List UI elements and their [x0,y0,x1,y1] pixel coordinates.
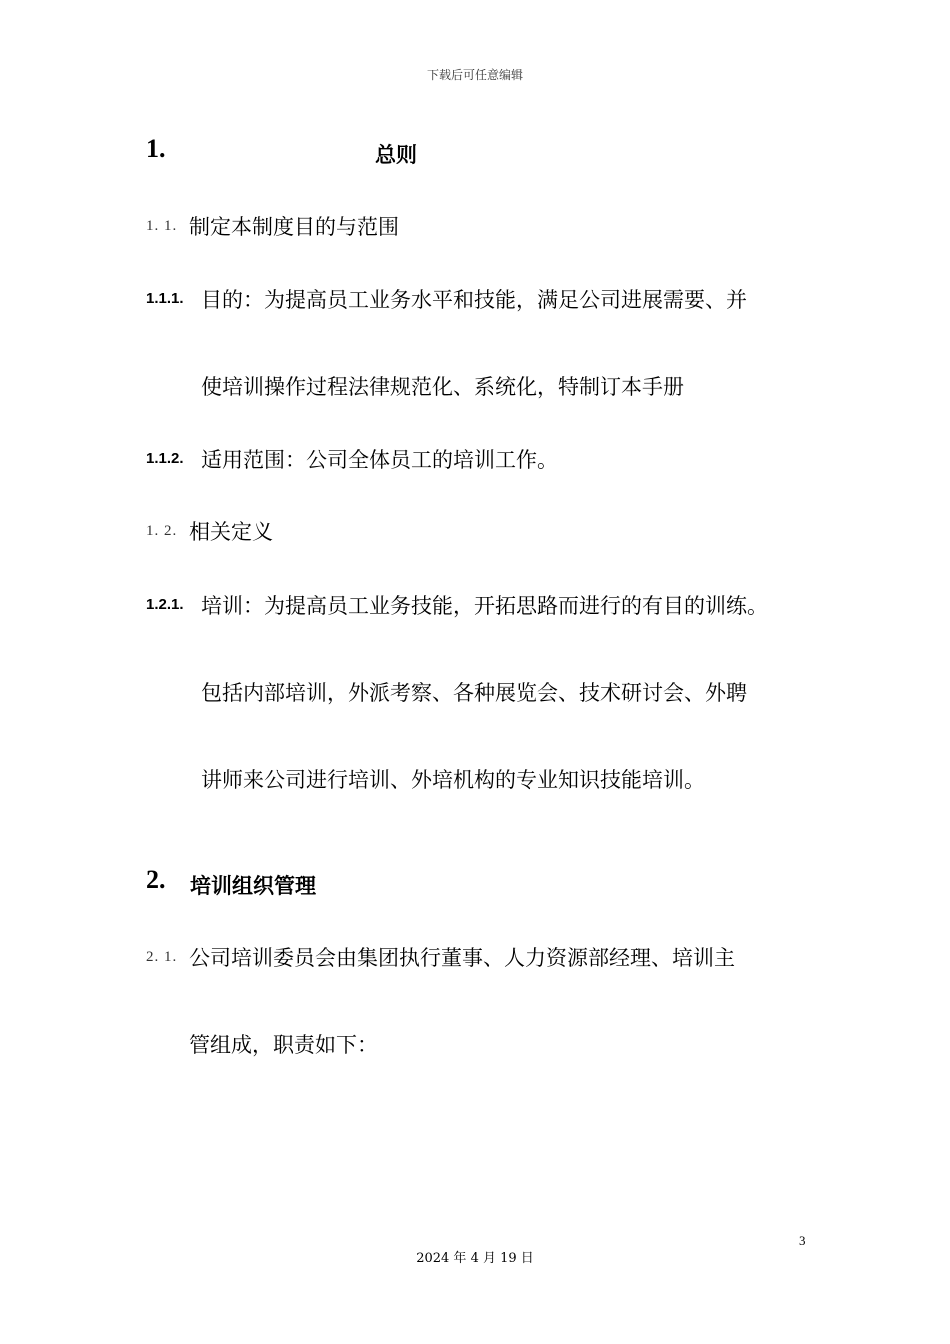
section-1-number: 1. [146,134,166,163]
page-header: 下载后可任意编辑 [426,68,523,82]
page-footer-date: 2024 年 4 月 19 日 [416,1251,534,1266]
section-1-2-1-line-1: 培训：为提高员工业务技能，开拓思路而进行的有目的训练。 [201,594,768,618]
section-1-2-number: 1. 2. [146,523,178,539]
section-1-1-title: 制定本制度目的与范围 [189,215,399,239]
section-2-number: 2. [146,865,166,894]
section-1-1-1-line-1: 目的：为提高员工业务水平和技能，满足公司进展需要、并 [201,288,747,312]
section-1-title: 总则 [375,143,417,167]
section-1-1-2-line-1: 适用范围：公司全体员工的培训工作。 [201,448,558,472]
section-2-1-line-2: 管组成，职责如下： [189,1033,378,1057]
section-1-1-1-number: 1.1.1. [146,290,184,307]
section-1-1-1-line-2: 使培训操作过程法律规范化、系统化，特制订本手册 [201,375,684,399]
section-1-1-2-number: 1.1.2. [146,450,184,467]
section-1-2-1-line-2: 包括内部培训，外派考察、各种展览会、技术研讨会、外聘 [201,681,747,705]
page-number: 3 [799,1233,806,1248]
section-2-title: 培训组织管理 [190,874,316,898]
section-1-1-number: 1. 1. [146,218,178,234]
section-1-2-1-line-3: 讲师来公司进行培训、外培机构的专业知识技能培训。 [201,768,705,792]
section-1-2-title: 相关定义 [189,520,273,544]
section-1-2-1-number: 1.2.1. [146,596,184,613]
section-2-1-line-1: 公司培训委员会由集团执行董事、人力资源部经理、培训主 [189,946,735,970]
section-2-1-number: 2. 1. [146,949,178,965]
